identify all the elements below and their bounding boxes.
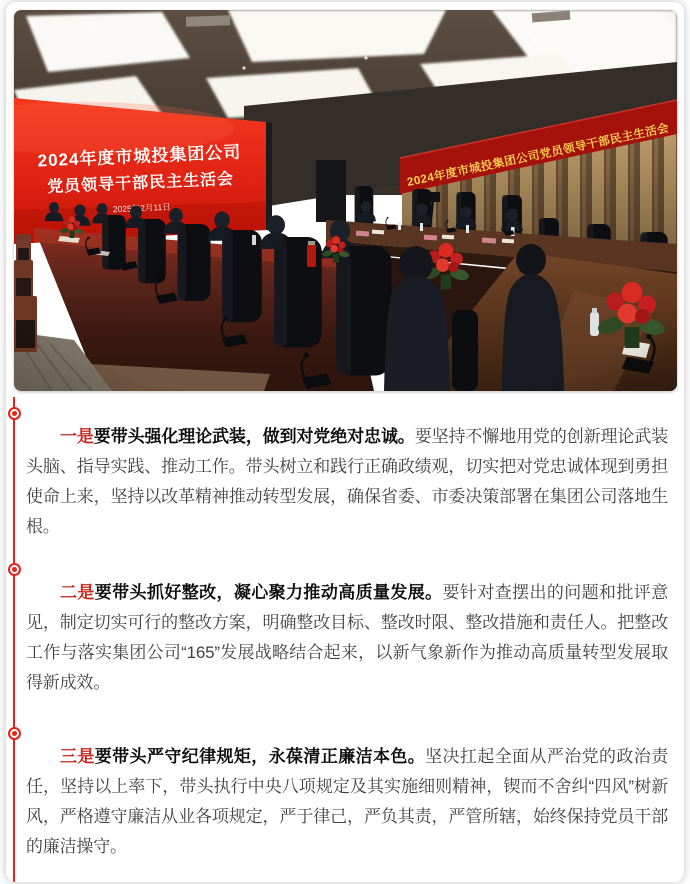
paragraph-emphasis: 要带头强化理论武装，做到对党绝对忠诚。 — [93, 427, 415, 446]
paragraph-lead: 一是 — [60, 427, 94, 446]
timeline-line — [13, 397, 15, 882]
section-point-3 — [26, 742, 668, 862]
paragraph-body: 要坚持不懈地用党的创新理论武装头脑、指导实践、推动工作。带头树立和践行正确政绩观，切实把对党忠诚体现到勇担使命上来，坚持以改革精神推动转型发展，确保省委、市委决策部署在集团公司落地生根。 — [26, 427, 669, 536]
paragraph — [26, 422, 668, 542]
paragraph — [26, 742, 668, 862]
bullet-marker-icon — [8, 563, 21, 576]
paragraph-body: 坚决扛起全面从严治党的政治责任，坚持以上率下，带头执行中央八项规定及其实施细则精神，锲而不舍纠“四风”树新风，严格遵守廉洁从业各项规定，严于律己，严负其责，严管所辖，始终保持党员干部的廉洁操守。 — [26, 747, 668, 856]
article-body — [6, 391, 684, 880]
paragraph-emphasis: 要带头严守纪律规矩，永葆清正廉洁本色。 — [94, 747, 426, 766]
paragraph-lead: 二是 — [60, 583, 95, 602]
article-card — [6, 2, 684, 882]
meeting-room-scene — [14, 10, 677, 391]
paragraph-body: 要针对查摆出的问题和批评意见，制定切实可行的整改方案，明确整改目标、整改时限、整改措施和责任人。把整改工作与落实集团公司“165”发展战略结合起来，以新气象新作为推动高质量转型发展取得新成效。 — [26, 583, 668, 692]
bullet-marker-icon — [8, 407, 21, 420]
section-point-2 — [26, 578, 668, 698]
paragraph — [26, 578, 668, 698]
vignette-overlay — [14, 10, 677, 391]
section-point-1 — [26, 422, 668, 542]
paragraph-lead: 三是 — [60, 747, 95, 766]
bullet-marker-icon — [8, 727, 21, 740]
paragraph-emphasis: 要带头抓好整改，凝心聚力推动高质量发展。 — [94, 583, 443, 602]
meeting-room-photo[interactable] — [14, 10, 677, 391]
